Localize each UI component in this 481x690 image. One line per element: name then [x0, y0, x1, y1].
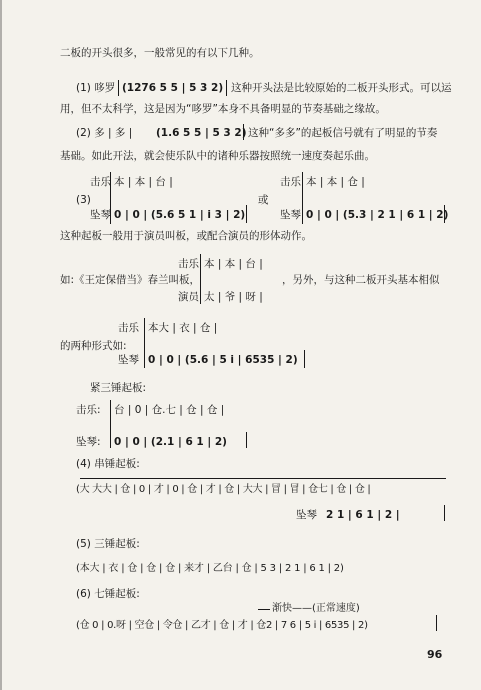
- barline: [444, 505, 445, 521]
- example-lead: 如:《王定保借当》春兰叫板，: [60, 274, 201, 286]
- system-bracket: [200, 254, 201, 304]
- item6-score: (仓 0 | 0.呀 | 空仓 | 令仓 | 乙才 | 仓 | 才 | 仓2 | 7 6 | 5 i | 6535 | 2): [76, 620, 368, 631]
- item4-qin-label: 坠琴: [296, 509, 317, 521]
- item1-score: (1276 5 5 | 5 3 2): [122, 82, 224, 94]
- barline: [246, 205, 247, 223]
- example-actor: 太 | 爷 | 呀 |: [204, 291, 263, 303]
- item4-title: (4) 串锤起板:: [76, 458, 140, 470]
- example-actor-label: 演员: [178, 291, 199, 303]
- barline: [304, 350, 305, 368]
- item-j-title: 紧三锤起板:: [90, 382, 147, 394]
- item2-text-a: 这种“多多”的起板信号就有了明显的节奏: [248, 127, 438, 139]
- item2-text-b: 基础。如此开法，就会使乐队中的诸种乐器按照统一速度奏起乐曲。: [60, 150, 375, 162]
- two-forms-qin: 0 | 0 | (5.6 | 5 i | 6535 | 2): [148, 354, 298, 366]
- item3-note: 这种起板一般用于演员叫板，或配合演员的形体动作。: [60, 230, 312, 242]
- barline: [246, 432, 247, 448]
- item3-right-perc: 本 | 本 | 仓 |: [306, 176, 365, 188]
- two-forms-qin-label: 坠琴: [118, 354, 139, 366]
- page-number: 96: [427, 648, 443, 661]
- two-forms-lead: 的两种形式如:: [60, 340, 127, 352]
- item3-or: 或: [258, 194, 269, 206]
- item2-head: (2) 多 | 多 |: [76, 127, 133, 139]
- item3-left-perc: 本 | 本 | 台 |: [114, 176, 173, 188]
- two-forms-perc-label: 击乐: [118, 322, 139, 334]
- item3-right-qin-label: 坠琴: [280, 209, 301, 221]
- item4-qin: 2 1 | 6 1 | 2 |: [326, 509, 400, 521]
- example-tail: ，另外，与这种二板开头基本相似: [282, 274, 440, 286]
- binding-edge: [0, 0, 2, 690]
- item-j-perc: 台 | 0 | 仓.七 | 仓 | 仓 |: [114, 404, 225, 416]
- item-j-perc-label: 击乐:: [76, 404, 101, 416]
- item6-tempo: 渐快——(正常速度): [272, 603, 360, 614]
- barline: [118, 80, 119, 96]
- item1-text-a: 这种开头法是比较原始的二板开头形式。可以运: [231, 82, 452, 94]
- item1-text-b: 用，但不太科学，这是因为“哆罗”本身不具备明显的节奏基础之缘故。: [60, 103, 386, 115]
- system-bracket: [110, 400, 111, 448]
- tempo-bracket: [258, 609, 270, 610]
- system-bracket: [302, 172, 303, 224]
- item5-score: (本大 | 衣 | 仓 | 仓 | 仓 | 来才 | 乙台 | 仓 | 5 3 | 2 1 | 6 1 | 2): [76, 563, 344, 574]
- example-perc-label: 击乐: [178, 258, 199, 270]
- barline: [444, 205, 445, 223]
- item4-score: (大 大大 | 仓 | 0 | 才 | 0 | 仓 | 才 | 仓 | 大大 | 冒 | 冒 | 仓七 | 仓 | 仓 |: [76, 484, 371, 495]
- item-j-qin: 0 | 0 | (2.1 | 6 1 | 2): [114, 436, 227, 448]
- item3-num: (3): [76, 194, 91, 206]
- item-j-qin-label: 坠琴:: [76, 436, 101, 448]
- item3-right-perc-label: 击乐: [280, 176, 301, 188]
- example-perc: 本 | 本 | 台 |: [204, 258, 263, 270]
- item3-left-qin: 0 | 0 | (5.6 5 1 | i 3 | 2): [114, 209, 246, 221]
- intro-text: 二板的开头很多，一般常见的有以下几种。: [60, 47, 260, 59]
- item3-left-perc-label: 击乐: [90, 176, 111, 188]
- barline: [436, 615, 437, 631]
- item1-head: (1) 哆罗: [76, 82, 116, 94]
- item5-title: (5) 三锤起板:: [76, 538, 140, 550]
- two-forms-perc: 本大 | 衣 | 仓 |: [148, 322, 218, 334]
- item3-left-qin-label: 坠琴: [90, 209, 111, 221]
- barline: [226, 80, 227, 96]
- item2-score: (1.6 5 5 | 5 3 2): [156, 127, 247, 139]
- item3-right-qin: 0 | 0 | (5.3 | 2 1 | 6 1 | 2): [306, 209, 449, 221]
- system-bracket: [144, 318, 145, 368]
- tie-line: [80, 478, 446, 479]
- barline: [243, 124, 244, 140]
- item6-title: (6) 七锤起板:: [76, 588, 140, 600]
